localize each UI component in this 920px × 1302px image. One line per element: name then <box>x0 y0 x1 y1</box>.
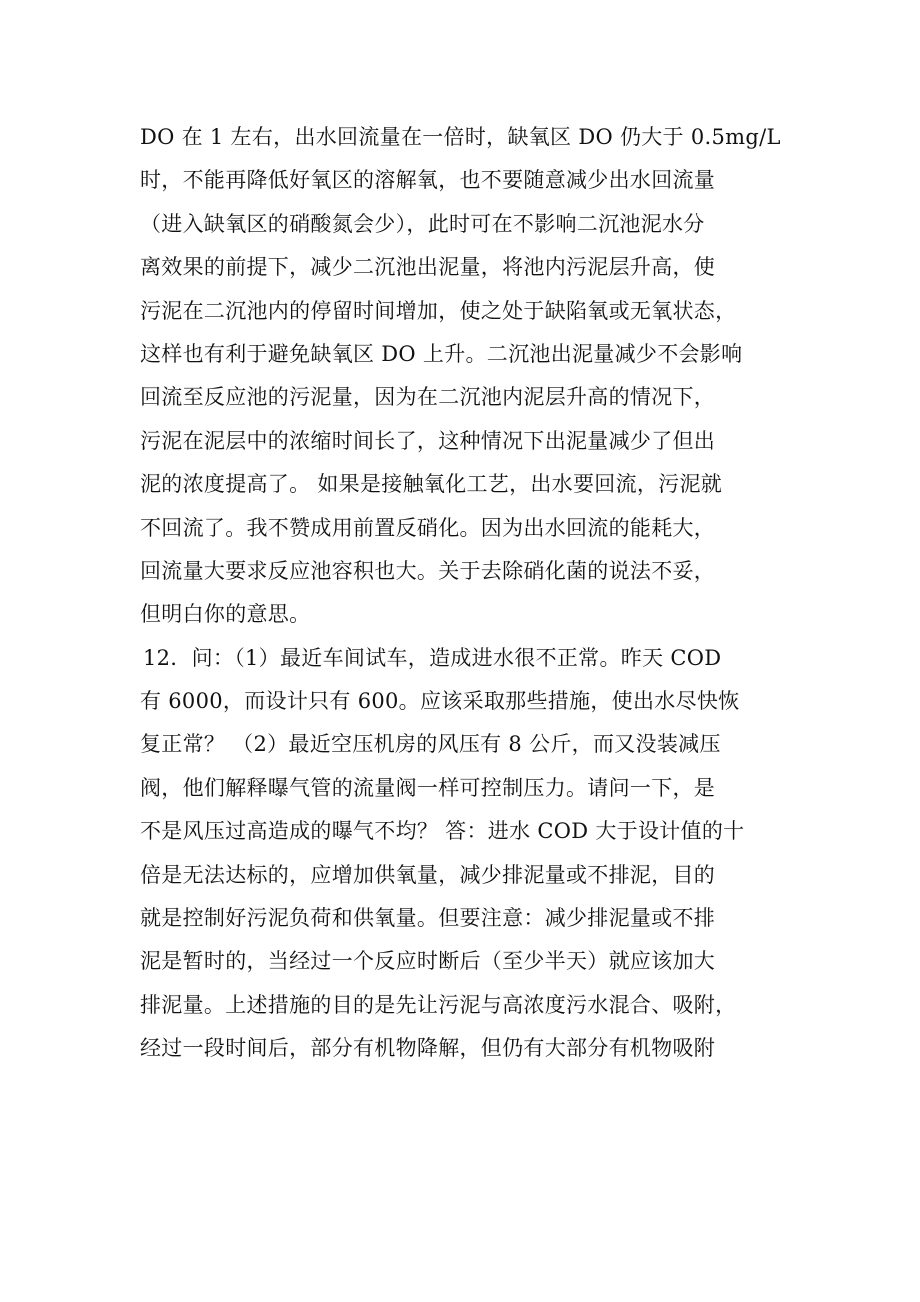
text-line: 就是控制好污泥负荷和供氧量。但要注意：减少排泥量或不排 <box>140 906 716 931</box>
text-line: 排泥量。上述措施的目的是先让污泥与高浓度污水混合、吸附， <box>140 992 737 1017</box>
text-line: 但明白你的意思。 <box>140 602 311 627</box>
text-line: 有 6000，而设计只有 600。应该采取那些措施，使出水尽快恢 <box>140 689 740 714</box>
text-line: DO 在 1 左右，出水回流量在一倍时，缺氧区 DO 仍大于 0.5mg/L <box>140 125 781 149</box>
text-line: 回流至反应池的污泥量，因为在二沉池内泥层升高的情况下， <box>140 385 716 410</box>
text-line: 泥是暂时的，当经过一个反应时断后（至少半天）就应该加大 <box>140 949 716 974</box>
text-line: 经过一段时间后，部分有机物降解，但仍有大部分有机物吸附 <box>140 1036 716 1061</box>
text-line: 污泥在二沉池内的停留时间增加，使之处于缺陷氧或无氧状态， <box>140 298 737 323</box>
question-heading-line: 12．问：（1）最近车间试车，造成进水很不正常。昨天 COD <box>143 645 722 670</box>
text-line: 时，不能再降低好氧区的溶解氧，也不要随意减少出水回流量 <box>140 168 716 193</box>
text-line: （进入缺氧区的硝酸氮会少），此时可在不影响二沉池泥水分 <box>140 211 705 236</box>
text-line: 回流量大要求反应池容积也大。关于去除硝化菌的说法不妥， <box>140 558 716 583</box>
text-line: 阀，他们解释曝气管的流量阀一样可控制压力。请问一下，是 <box>140 775 716 800</box>
text-line: 倍是无法达标的，应增加供氧量，减少排泥量或不排泥，目的 <box>140 862 716 887</box>
text-line: 泥的浓度提高了。 如果是接触氧化工艺，出水要回流，污泥就 <box>140 472 723 497</box>
text-line: 不是风压过高造成的曝气不均？ 答：进水 COD 大于设计值的十 <box>140 819 745 844</box>
text-line: 复正常？ （2）最近空压机房的风压有 8 公斤，而又没装减压 <box>140 732 721 757</box>
text-line: 污泥在泥层中的浓缩时间长了，这种情况下出泥量减少了但出 <box>140 428 716 453</box>
text-line: 离效果的前提下，减少二沉池出泥量，将池内污泥层升高，使 <box>140 255 716 280</box>
text-line: 这样也有利于避免缺氧区 DO 上升。二沉池出泥量减少不会影响 <box>140 341 743 366</box>
text-line: 不回流了。我不赞成用前置反硝化。因为出水回流的能耗大， <box>140 515 716 540</box>
body-text <box>140 116 790 1071</box>
